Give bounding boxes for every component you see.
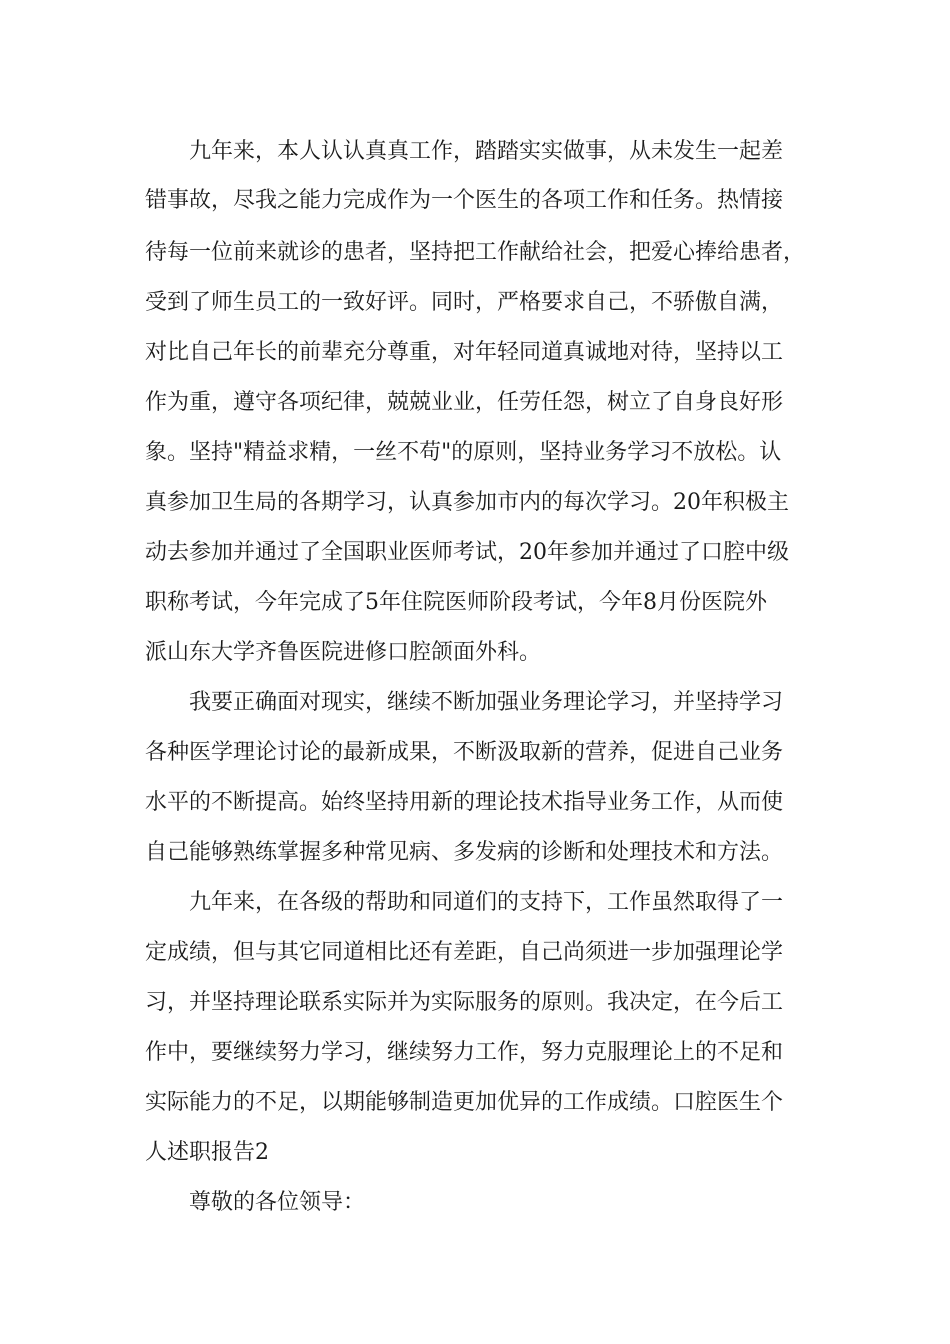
paragraph-3-line-3: 习，并坚持理论联系实际并为实际服务的原则。我决定，在今后工 [145, 990, 784, 1015]
paragraph-3-line-1: 九年来，在各级的帮助和同道们的支持下，工作虽然取得了一 [189, 890, 784, 915]
paragraph-1-line-3: 待每一位前来就诊的患者，坚持把工作献给社会，把爱心捧给患者， [145, 240, 806, 265]
paragraph-1-line-8: 真参加卫生局的各期学习，认真参加市内的每次学习。20年积极主 [145, 490, 789, 515]
paragraph-1-line-7: 象。坚持"精益求精，一丝不苟"的原则，坚持业务学习不放松。认 [145, 440, 782, 465]
paragraph-1-line-9: 动去参加并通过了全国职业医师考试，20年参加并通过了口腔中级 [145, 540, 789, 565]
paragraph-3-line-6: 人述职报告2 [145, 1140, 269, 1165]
paragraph-1-line-6: 作为重，遵守各项纪律，兢兢业业，任劳任怨，树立了自身良好形 [145, 390, 784, 415]
paragraph-2-line-1: 我要正确面对现实，继续不断加强业务理论学习，并坚持学习 [189, 690, 784, 715]
paragraph-2-line-3: 水平的不断提高。始终坚持用新的理论技术指导业务工作，从而使 [145, 790, 784, 815]
paragraph-3-line-5: 实际能力的不足，以期能够制造更加优异的工作成绩。口腔医生个 [145, 1090, 784, 1115]
paragraph-3-line-4: 作中，要继续努力学习，继续努力工作，努力克服理论上的不足和 [145, 1040, 784, 1065]
paragraph-1-line-1: 九年来，本人认认真真工作，踏踏实实做事，从未发生一起差 [189, 139, 784, 164]
salutation: 尊敬的各位领导： [189, 1190, 366, 1215]
paragraph-1-line-2: 错事故，尽我之能力完成作为一个医生的各项工作和任务。热情接 [145, 188, 784, 213]
paragraph-1-line-11: 派山东大学齐鲁医院进修口腔颌面外科。 [145, 640, 542, 665]
paragraph-2-line-2: 各种医学理论讨论的最新成果，不断汲取新的营养，促进自己业务 [145, 740, 784, 765]
paragraph-2-line-4: 自己能够熟练掌握多种常见病、多发病的诊断和处理技术和方法。 [145, 840, 784, 865]
paragraph-1-line-10: 职称考试，今年完成了5年住院医师阶段考试，今年8月份医院外 [145, 590, 767, 615]
paragraph-1-line-5: 对比自己年长的前辈充分尊重，对年轻同道真诚地对待，坚持以工 [145, 340, 784, 365]
paragraph-1-line-4: 受到了师生员工的一致好评。同时，严格要求自己，不骄傲自满， [145, 290, 784, 315]
paragraph-3-line-2: 定成绩，但与其它同道相比还有差距，自己尚须进一步加强理论学 [145, 940, 784, 965]
